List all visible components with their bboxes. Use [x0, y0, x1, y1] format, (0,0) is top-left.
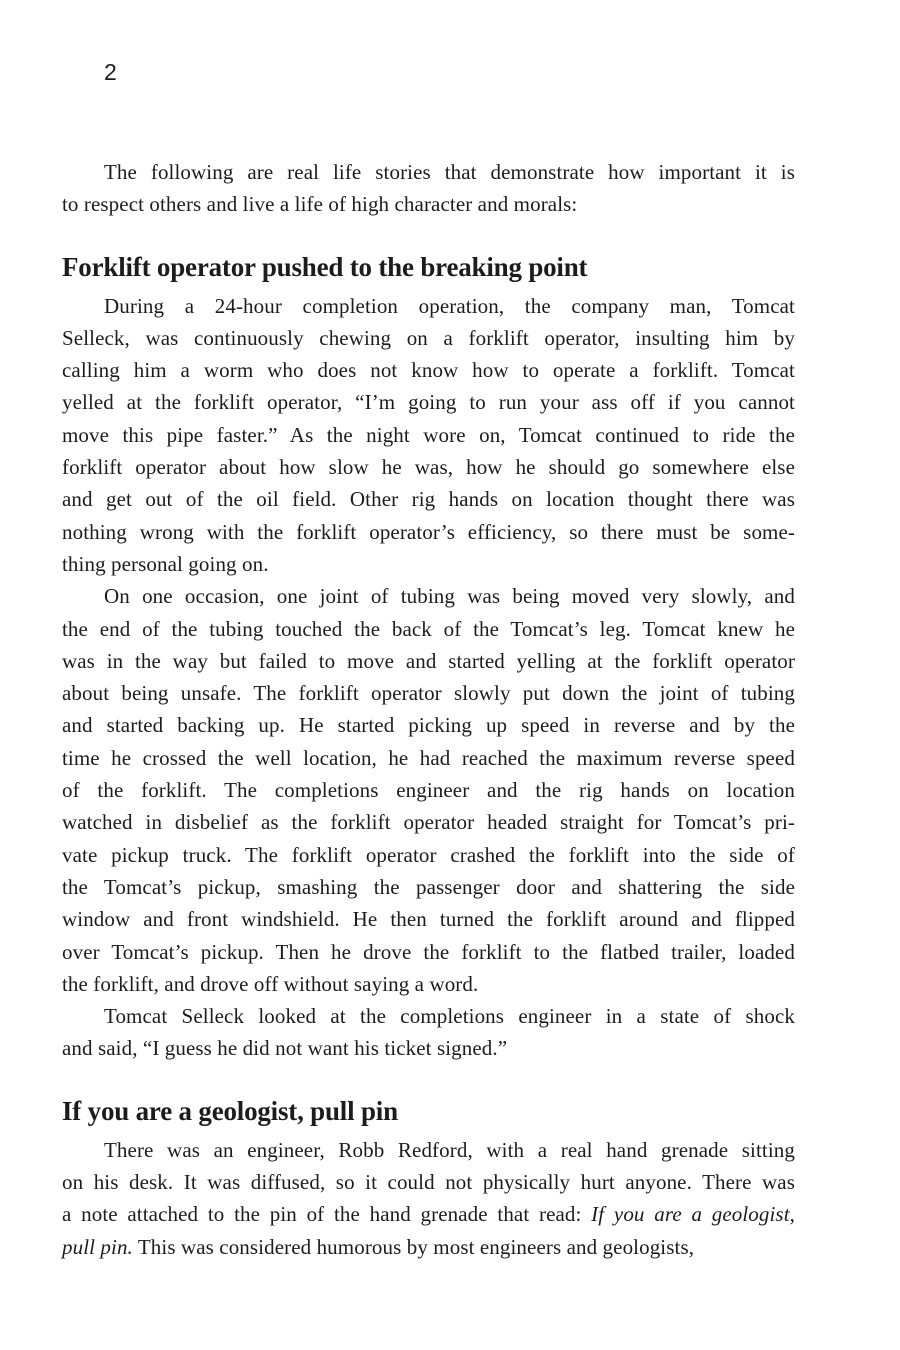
page-content: [62, 156, 795, 1263]
text-line: and said, “I guess he did not want his ticket signed.”: [62, 1036, 508, 1061]
italic-text: If you are a geologist,: [591, 1202, 795, 1227]
text-line: on his desk. It was diffused, so it could not physically hurt anyone. There was: [62, 1170, 795, 1195]
text-line: the end of the tubing touched the back of the Tomcat’s leg. Tomcat knew he: [62, 616, 795, 641]
text-line: and started backing up. He started picking up speed in reverse and by the: [62, 713, 795, 738]
text-line: yelled at the forklift operator, “I’m going to run your ass off if you cannot: [62, 390, 795, 415]
text-line: calling him a worm who does not know how to operate a forklift. Tomcat: [62, 358, 795, 383]
text-line: watched in disbelief as the forklift operator headed straight for Tomcat’s pri-: [62, 810, 795, 835]
paragraph: [62, 1134, 795, 1263]
section-heading: Forklift operator pushed to the breaking point: [62, 251, 588, 282]
text-line: about being unsafe. The forklift operator slowly put down the joint of tubing: [62, 681, 795, 706]
plain-text: This was considered humorous by most engineers and geologists,: [132, 1234, 695, 1259]
text-line: the Tomcat’s pickup, smashing the passenger door and shattering the side: [62, 874, 795, 899]
plain-text: a note attached to the pin of the hand grenade that read:: [62, 1202, 592, 1227]
text-line: vate pickup truck. The forklift operator crashed the forklift into the side of: [62, 842, 795, 867]
text-line: [62, 1231, 795, 1263]
text-line: the forklift, and drove off without saying a word.: [62, 971, 479, 996]
text-line: [62, 1198, 795, 1230]
text-line: During a 24-hour completion operation, the company man, Tomcat: [104, 293, 795, 318]
text-line: time he crossed the well location, he had reached the maximum reverse speed: [62, 745, 795, 770]
text-line: Selleck, was continuously chewing on a forklift operator, insulting him by: [62, 325, 795, 350]
section-heading: If you are a geologist, pull pin: [62, 1095, 398, 1126]
italic-text: pull pin.: [62, 1234, 133, 1259]
text-line: nothing wrong with the forklift operator’s efficiency, so there must be some-: [62, 519, 795, 544]
text-line: The following are real life stories that demonstrate how important it is: [104, 160, 795, 184]
text-line: forklift operator about how slow he was, how he should go somewhere else: [62, 455, 795, 480]
paragraph: [62, 580, 795, 1000]
text-line: thing personal going on.: [62, 551, 269, 576]
text-line: On one occasion, one joint of tubing was being moved very slowly, and: [104, 584, 795, 609]
text-line: of the forklift. The completions engineer and the rig hands on location: [62, 778, 795, 803]
paragraph: [62, 156, 795, 221]
text-line: move this pipe faster.” As the night wore on, Tomcat continued to ride the: [62, 422, 795, 447]
text-line: window and front windshield. He then turned the forklift around and flipped: [62, 907, 795, 932]
paragraph: [62, 1000, 795, 1065]
paragraph: [62, 290, 795, 581]
text-line: There was an engineer, Robb Redford, with a real hand grenade sitting: [104, 1137, 795, 1162]
text-line: and get out of the oil field. Other rig hands on location thought there was: [62, 487, 795, 512]
text-line: was in the way but failed to move and started yelling at the forklift operator: [62, 648, 795, 673]
text-line: Tomcat Selleck looked at the completions engineer in a state of shock: [104, 1004, 795, 1029]
text-line: over Tomcat’s pickup. Then he drove the forklift to the flatbed trailer, loaded: [62, 939, 795, 964]
page-number: 2: [104, 59, 117, 85]
text-line: to respect others and live a life of high character and morals:: [62, 192, 578, 217]
